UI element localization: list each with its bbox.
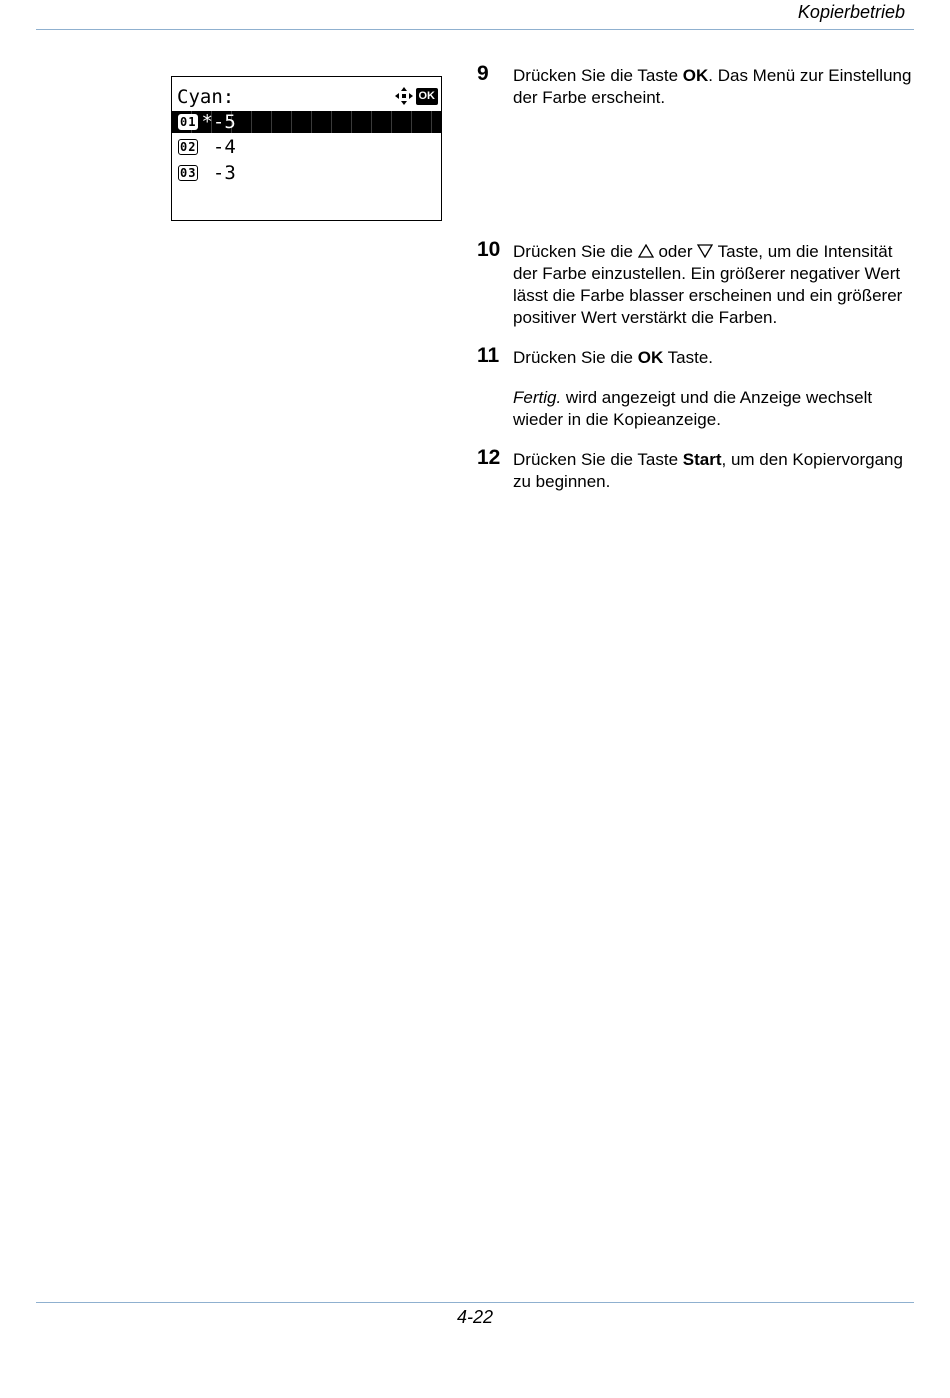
step-11 (477, 344, 917, 431)
step-text (513, 65, 917, 109)
lcd-nav (394, 86, 439, 106)
ok-key-label: OK (682, 66, 709, 85)
step-text (513, 449, 917, 493)
header-divider (36, 29, 914, 30)
ok-icon: OK (416, 88, 439, 105)
status-message: Fertig. (513, 388, 562, 407)
step-text-part: Taste, um die Intensität der Farbe einzustellen. Ein größerer negativer Wert lässt die Farbe blasser erscheinen und ein größerer positiver Wert verstärkt die Farben. (513, 242, 903, 327)
step-number: 11 (477, 344, 500, 367)
lcd-row-value: -4 (201, 136, 236, 158)
up-triangle-icon (638, 244, 654, 258)
page-header-title: Kopierbetrieb (797, 2, 905, 22)
step-text-part: wird angezeigt und die Anzeige wechselt wieder in die Kopieanzeige. (513, 388, 873, 429)
step-9 (477, 62, 917, 109)
step-text-part: Drücken Sie die (513, 242, 638, 261)
step-text-part: oder (653, 242, 698, 261)
step-text-part: Drücken Sie die Taste (513, 450, 683, 469)
start-key-label: Start (682, 450, 722, 469)
step-text-part: Drücken Sie die Taste (513, 66, 683, 85)
step-text-part: . Das Menü zur Einstellung der Farbe erscheint. (513, 66, 912, 107)
step-12 (477, 446, 917, 493)
step-10 (477, 238, 917, 329)
step-text (513, 347, 917, 431)
lcd-row (172, 111, 441, 133)
step-number: 9 (477, 62, 489, 85)
lcd-row-number: 03 (180, 166, 197, 180)
lcd-row (172, 162, 441, 184)
step-number: 12 (477, 446, 501, 469)
down-triangle-icon (697, 244, 713, 258)
lcd-title: Cyan: (177, 86, 235, 108)
lcd-row (172, 136, 441, 158)
ok-key-label: OK (637, 348, 664, 367)
lcd-row-value: -3 (201, 162, 236, 184)
step-text-part: Drücken Sie die (513, 348, 638, 367)
footer-divider (36, 1302, 914, 1303)
page-number: 4-22 (456, 1307, 494, 1327)
lcd-row-number: 01 (180, 115, 197, 129)
lcd-row-value: *-5 (201, 111, 236, 133)
step-text-part: Taste. (663, 348, 714, 367)
cross-arrow-icon (394, 86, 414, 106)
step-text (513, 241, 917, 329)
step-text-part: , um den Kopiervorgang zu beginnen. (513, 450, 903, 491)
lcd-row-number: 02 (180, 140, 197, 154)
lcd-panel (171, 76, 442, 221)
step-number: 10 (477, 238, 501, 261)
